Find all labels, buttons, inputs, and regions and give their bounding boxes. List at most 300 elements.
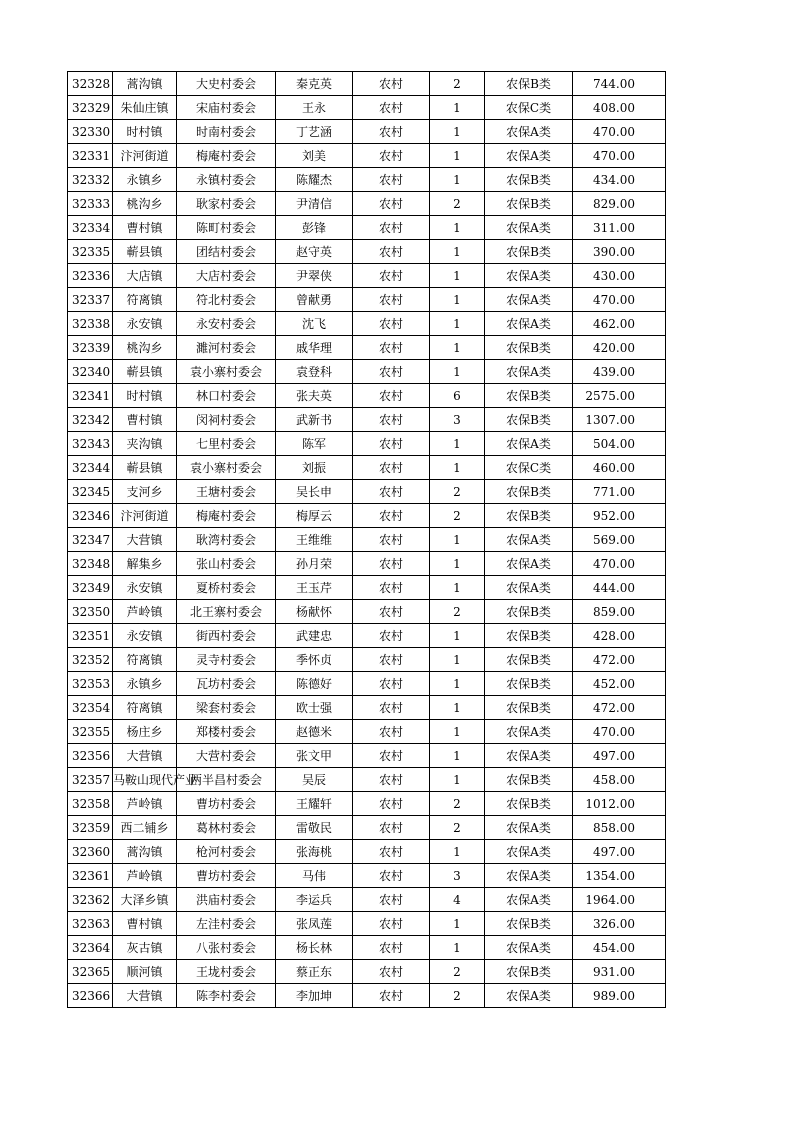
amount-cell: 989.00 <box>573 984 666 1008</box>
row-id-cell: 32341 <box>68 384 113 408</box>
amount-cell: 859.00 <box>573 600 666 624</box>
village-cell: 曹坊村委会 <box>177 864 276 888</box>
household-count-cell: 1 <box>430 168 485 192</box>
village-cell: 闵祠村委会 <box>177 408 276 432</box>
town-cell: 朱仙庄镇 <box>113 96 177 120</box>
name-cell: 王永 <box>276 96 353 120</box>
town-cell: 桃沟乡 <box>113 336 177 360</box>
residence-type-cell: 农村 <box>353 96 430 120</box>
table-row <box>68 384 666 408</box>
household-count-cell: 1 <box>430 912 485 936</box>
town-cell: 时村镇 <box>113 384 177 408</box>
table-body <box>68 72 666 1008</box>
amount-cell: 470.00 <box>573 144 666 168</box>
table-row <box>68 696 666 720</box>
village-cell: 林口村委会 <box>177 384 276 408</box>
amount-cell: 470.00 <box>573 552 666 576</box>
residence-type-cell: 农村 <box>353 264 430 288</box>
row-id-cell: 32364 <box>68 936 113 960</box>
name-cell: 王维维 <box>276 528 353 552</box>
residence-type-cell: 农村 <box>353 480 430 504</box>
insurance-category-cell: 农保A类 <box>485 264 573 288</box>
table-row <box>68 888 666 912</box>
insurance-category-cell: 农保A类 <box>485 432 573 456</box>
amount-cell: 472.00 <box>573 696 666 720</box>
household-count-cell: 1 <box>430 336 485 360</box>
table-row <box>68 984 666 1008</box>
town-cell: 芦岭镇 <box>113 792 177 816</box>
town-cell: 永镇乡 <box>113 672 177 696</box>
row-id-cell: 32348 <box>68 552 113 576</box>
town-cell: 大营镇 <box>113 744 177 768</box>
village-cell: 永镇村委会 <box>177 168 276 192</box>
name-cell: 赵德米 <box>276 720 353 744</box>
residence-type-cell: 农村 <box>353 792 430 816</box>
name-cell: 刘振 <box>276 456 353 480</box>
row-id-cell: 32361 <box>68 864 113 888</box>
village-cell: 陈李村委会 <box>177 984 276 1008</box>
amount-cell: 452.00 <box>573 672 666 696</box>
amount-cell: 439.00 <box>573 360 666 384</box>
residence-type-cell: 农村 <box>353 960 430 984</box>
row-id-cell: 32337 <box>68 288 113 312</box>
name-cell: 尹翠侠 <box>276 264 353 288</box>
insurance-category-cell: 农保B类 <box>485 648 573 672</box>
table-row <box>68 864 666 888</box>
insurance-category-cell: 农保B类 <box>485 672 573 696</box>
insurance-category-cell: 农保A类 <box>485 984 573 1008</box>
row-id-cell: 32351 <box>68 624 113 648</box>
amount-cell: 434.00 <box>573 168 666 192</box>
name-cell: 彭锋 <box>276 216 353 240</box>
town-cell: 马鞍山现代产业 <box>113 768 177 792</box>
insurance-category-cell: 农保B类 <box>485 504 573 528</box>
name-cell: 杨献怀 <box>276 600 353 624</box>
table-row <box>68 576 666 600</box>
household-count-cell: 2 <box>430 504 485 528</box>
amount-cell: 458.00 <box>573 768 666 792</box>
village-cell: 袁小寨村委会 <box>177 456 276 480</box>
village-cell: 宋庙村委会 <box>177 96 276 120</box>
row-id-cell: 32343 <box>68 432 113 456</box>
insurance-category-cell: 农保B类 <box>485 192 573 216</box>
name-cell: 李运兵 <box>276 888 353 912</box>
household-count-cell: 6 <box>430 384 485 408</box>
insurance-category-cell: 农保A类 <box>485 840 573 864</box>
row-id-cell: 32356 <box>68 744 113 768</box>
household-count-cell: 2 <box>430 480 485 504</box>
amount-cell: 497.00 <box>573 840 666 864</box>
village-cell: 瓦坊村委会 <box>177 672 276 696</box>
residence-type-cell: 农村 <box>353 864 430 888</box>
insurance-category-cell: 农保A类 <box>485 936 573 960</box>
amount-cell: 497.00 <box>573 744 666 768</box>
row-id-cell: 32360 <box>68 840 113 864</box>
residence-type-cell: 农村 <box>353 984 430 1008</box>
insurance-category-cell: 农保C类 <box>485 456 573 480</box>
town-cell: 杨庄乡 <box>113 720 177 744</box>
household-count-cell: 1 <box>430 720 485 744</box>
town-cell: 永安镇 <box>113 624 177 648</box>
town-cell: 西二铺乡 <box>113 816 177 840</box>
name-cell: 张海桃 <box>276 840 353 864</box>
name-cell: 陈军 <box>276 432 353 456</box>
village-cell: 袁小寨村委会 <box>177 360 276 384</box>
village-cell: 北王寨村委会 <box>177 600 276 624</box>
row-id-cell: 32346 <box>68 504 113 528</box>
town-cell: 大店镇 <box>113 264 177 288</box>
household-count-cell: 1 <box>430 672 485 696</box>
residence-type-cell: 农村 <box>353 768 430 792</box>
amount-cell: 462.00 <box>573 312 666 336</box>
village-cell: 时南村委会 <box>177 120 276 144</box>
residence-type-cell: 农村 <box>353 672 430 696</box>
row-id-cell: 32359 <box>68 816 113 840</box>
row-id-cell: 32342 <box>68 408 113 432</box>
data-table <box>67 71 666 1008</box>
residence-type-cell: 农村 <box>353 312 430 336</box>
row-id-cell: 32366 <box>68 984 113 1008</box>
insurance-category-cell: 农保B类 <box>485 792 573 816</box>
row-id-cell: 32332 <box>68 168 113 192</box>
row-id-cell: 32330 <box>68 120 113 144</box>
table-row <box>68 648 666 672</box>
town-cell: 蕲县镇 <box>113 456 177 480</box>
name-cell: 陈德好 <box>276 672 353 696</box>
town-cell: 曹村镇 <box>113 216 177 240</box>
row-id-cell: 32352 <box>68 648 113 672</box>
household-count-cell: 1 <box>430 96 485 120</box>
row-id-cell: 32353 <box>68 672 113 696</box>
residence-type-cell: 农村 <box>353 336 430 360</box>
village-cell: 枪河村委会 <box>177 840 276 864</box>
residence-type-cell: 农村 <box>353 288 430 312</box>
village-cell: 夏桥村委会 <box>177 576 276 600</box>
name-cell: 王玉芹 <box>276 576 353 600</box>
amount-cell: 470.00 <box>573 120 666 144</box>
name-cell: 袁登科 <box>276 360 353 384</box>
row-id-cell: 32338 <box>68 312 113 336</box>
table-row <box>68 624 666 648</box>
insurance-category-cell: 农保B类 <box>485 768 573 792</box>
town-cell: 符离镇 <box>113 648 177 672</box>
household-count-cell: 1 <box>430 288 485 312</box>
village-cell: 七里村委会 <box>177 432 276 456</box>
table-row <box>68 840 666 864</box>
household-count-cell: 1 <box>430 456 485 480</box>
table-row <box>68 144 666 168</box>
village-cell: 大史村委会 <box>177 72 276 96</box>
table-row <box>68 600 666 624</box>
town-cell: 解集乡 <box>113 552 177 576</box>
table-row <box>68 672 666 696</box>
insurance-category-cell: 农保B类 <box>485 72 573 96</box>
amount-cell: 504.00 <box>573 432 666 456</box>
town-cell: 大营镇 <box>113 984 177 1008</box>
insurance-category-cell: 农保B类 <box>485 168 573 192</box>
town-cell: 符离镇 <box>113 288 177 312</box>
row-id-cell: 32362 <box>68 888 113 912</box>
insurance-category-cell: 农保A类 <box>485 144 573 168</box>
town-cell: 蕲县镇 <box>113 240 177 264</box>
residence-type-cell: 农村 <box>353 648 430 672</box>
household-count-cell: 1 <box>430 432 485 456</box>
name-cell: 秦克英 <box>276 72 353 96</box>
insurance-category-cell: 农保A类 <box>485 360 573 384</box>
table-row <box>68 96 666 120</box>
household-count-cell: 1 <box>430 144 485 168</box>
table-row <box>68 768 666 792</box>
amount-cell: 858.00 <box>573 816 666 840</box>
amount-cell: 408.00 <box>573 96 666 120</box>
row-id-cell: 32329 <box>68 96 113 120</box>
village-cell: 梅庵村委会 <box>177 144 276 168</box>
residence-type-cell: 农村 <box>353 408 430 432</box>
name-cell: 李加坤 <box>276 984 353 1008</box>
household-count-cell: 2 <box>430 600 485 624</box>
name-cell: 张凤莲 <box>276 912 353 936</box>
name-cell: 曾献勇 <box>276 288 353 312</box>
name-cell: 杨长林 <box>276 936 353 960</box>
table-row <box>68 816 666 840</box>
town-cell: 顺河镇 <box>113 960 177 984</box>
row-id-cell: 32355 <box>68 720 113 744</box>
table-row <box>68 120 666 144</box>
row-id-cell: 32349 <box>68 576 113 600</box>
household-count-cell: 1 <box>430 528 485 552</box>
amount-cell: 326.00 <box>573 912 666 936</box>
amount-cell: 744.00 <box>573 72 666 96</box>
household-count-cell: 1 <box>430 264 485 288</box>
household-count-cell: 3 <box>430 408 485 432</box>
residence-type-cell: 农村 <box>353 624 430 648</box>
insurance-category-cell: 农保B类 <box>485 336 573 360</box>
town-cell: 汴河街道 <box>113 144 177 168</box>
insurance-category-cell: 农保B类 <box>485 480 573 504</box>
residence-type-cell: 农村 <box>353 936 430 960</box>
name-cell: 季怀贞 <box>276 648 353 672</box>
row-id-cell: 32333 <box>68 192 113 216</box>
table-row <box>68 192 666 216</box>
table-row <box>68 264 666 288</box>
amount-cell: 428.00 <box>573 624 666 648</box>
amount-cell: 771.00 <box>573 480 666 504</box>
village-cell: 郑楼村委会 <box>177 720 276 744</box>
residence-type-cell: 农村 <box>353 552 430 576</box>
residence-type-cell: 农村 <box>353 576 430 600</box>
residence-type-cell: 农村 <box>353 144 430 168</box>
amount-cell: 1012.00 <box>573 792 666 816</box>
town-cell: 时村镇 <box>113 120 177 144</box>
insurance-category-cell: 农保A类 <box>485 816 573 840</box>
row-id-cell: 32354 <box>68 696 113 720</box>
village-cell: 大营村委会 <box>177 744 276 768</box>
village-cell: 永安村委会 <box>177 312 276 336</box>
residence-type-cell: 农村 <box>353 528 430 552</box>
table-row <box>68 216 666 240</box>
table-row <box>68 360 666 384</box>
row-id-cell: 32336 <box>68 264 113 288</box>
amount-cell: 311.00 <box>573 216 666 240</box>
name-cell: 尹清信 <box>276 192 353 216</box>
table-row <box>68 792 666 816</box>
name-cell: 王耀轩 <box>276 792 353 816</box>
table-row <box>68 240 666 264</box>
name-cell: 马伟 <box>276 864 353 888</box>
insurance-category-cell: 农保B类 <box>485 960 573 984</box>
insurance-category-cell: 农保B类 <box>485 408 573 432</box>
row-id-cell: 32347 <box>68 528 113 552</box>
town-cell: 灰古镇 <box>113 936 177 960</box>
name-cell: 张夫英 <box>276 384 353 408</box>
village-cell: 曹坊村委会 <box>177 792 276 816</box>
town-cell: 大营镇 <box>113 528 177 552</box>
insurance-category-cell: 农保A类 <box>485 120 573 144</box>
residence-type-cell: 农村 <box>353 816 430 840</box>
table-row <box>68 288 666 312</box>
household-count-cell: 2 <box>430 192 485 216</box>
row-id-cell: 32340 <box>68 360 113 384</box>
amount-cell: 1354.00 <box>573 864 666 888</box>
table-row <box>68 168 666 192</box>
household-count-cell: 2 <box>430 816 485 840</box>
insurance-category-cell: 农保A类 <box>485 576 573 600</box>
table-row <box>68 432 666 456</box>
name-cell: 欧士强 <box>276 696 353 720</box>
household-count-cell: 1 <box>430 648 485 672</box>
household-count-cell: 1 <box>430 360 485 384</box>
household-count-cell: 1 <box>430 744 485 768</box>
amount-cell: 569.00 <box>573 528 666 552</box>
amount-cell: 931.00 <box>573 960 666 984</box>
insurance-category-cell: 农保A类 <box>485 888 573 912</box>
household-count-cell: 1 <box>430 840 485 864</box>
insurance-category-cell: 农保A类 <box>485 720 573 744</box>
town-cell: 曹村镇 <box>113 408 177 432</box>
name-cell: 梅厚云 <box>276 504 353 528</box>
household-count-cell: 2 <box>430 984 485 1008</box>
name-cell: 赵守英 <box>276 240 353 264</box>
table-row <box>68 504 666 528</box>
table-row <box>68 912 666 936</box>
insurance-category-cell: 农保B类 <box>485 240 573 264</box>
row-id-cell: 32363 <box>68 912 113 936</box>
name-cell: 雷敬民 <box>276 816 353 840</box>
village-cell: 梁套村委会 <box>177 696 276 720</box>
village-cell: 张山村委会 <box>177 552 276 576</box>
residence-type-cell: 农村 <box>353 696 430 720</box>
amount-cell: 430.00 <box>573 264 666 288</box>
town-cell: 蒿沟镇 <box>113 840 177 864</box>
name-cell: 丁艺涵 <box>276 120 353 144</box>
amount-cell: 1964.00 <box>573 888 666 912</box>
table-row <box>68 456 666 480</box>
residence-type-cell: 农村 <box>353 240 430 264</box>
residence-type-cell: 农村 <box>353 912 430 936</box>
row-id-cell: 32339 <box>68 336 113 360</box>
insurance-category-cell: 农保C类 <box>485 96 573 120</box>
town-cell: 夹沟镇 <box>113 432 177 456</box>
town-cell: 芦岭镇 <box>113 600 177 624</box>
table-row <box>68 72 666 96</box>
residence-type-cell: 农村 <box>353 456 430 480</box>
name-cell: 武建忠 <box>276 624 353 648</box>
row-id-cell: 32345 <box>68 480 113 504</box>
village-cell: 濉河村委会 <box>177 336 276 360</box>
household-count-cell: 1 <box>430 576 485 600</box>
town-cell: 永安镇 <box>113 576 177 600</box>
residence-type-cell: 农村 <box>353 168 430 192</box>
household-count-cell: 1 <box>430 312 485 336</box>
residence-type-cell: 农村 <box>353 888 430 912</box>
village-cell: 耿湾村委会 <box>177 528 276 552</box>
residence-type-cell: 农村 <box>353 720 430 744</box>
village-cell: 葛林村委会 <box>177 816 276 840</box>
insurance-category-cell: 农保A类 <box>485 216 573 240</box>
residence-type-cell: 农村 <box>353 384 430 408</box>
table-row <box>68 744 666 768</box>
insurance-category-cell: 农保A类 <box>485 528 573 552</box>
household-count-cell: 3 <box>430 864 485 888</box>
amount-cell: 420.00 <box>573 336 666 360</box>
village-cell: 大店村委会 <box>177 264 276 288</box>
household-count-cell: 2 <box>430 960 485 984</box>
name-cell: 陈耀杰 <box>276 168 353 192</box>
household-count-cell: 2 <box>430 792 485 816</box>
town-cell: 大泽乡镇 <box>113 888 177 912</box>
row-id-cell: 32328 <box>68 72 113 96</box>
residence-type-cell: 农村 <box>353 360 430 384</box>
amount-cell: 444.00 <box>573 576 666 600</box>
row-id-cell: 32344 <box>68 456 113 480</box>
town-cell: 永镇乡 <box>113 168 177 192</box>
insurance-category-cell: 农保B类 <box>485 384 573 408</box>
amount-cell: 470.00 <box>573 720 666 744</box>
residence-type-cell: 农村 <box>353 432 430 456</box>
residence-type-cell: 农村 <box>353 600 430 624</box>
name-cell: 吴长申 <box>276 480 353 504</box>
village-cell: 团结村委会 <box>177 240 276 264</box>
name-cell: 蔡正东 <box>276 960 353 984</box>
insurance-category-cell: 农保B类 <box>485 600 573 624</box>
insurance-category-cell: 农保A类 <box>485 552 573 576</box>
village-cell: 两半昌村委会 <box>177 768 276 792</box>
town-cell: 蒿沟镇 <box>113 72 177 96</box>
town-cell: 支河乡 <box>113 480 177 504</box>
amount-cell: 390.00 <box>573 240 666 264</box>
village-cell: 洪庙村委会 <box>177 888 276 912</box>
town-cell: 汴河街道 <box>113 504 177 528</box>
amount-cell: 460.00 <box>573 456 666 480</box>
household-count-cell: 1 <box>430 768 485 792</box>
amount-cell: 1307.00 <box>573 408 666 432</box>
row-id-cell: 32357 <box>68 768 113 792</box>
name-cell: 吴辰 <box>276 768 353 792</box>
insurance-category-cell: 农保B类 <box>485 912 573 936</box>
name-cell: 刘美 <box>276 144 353 168</box>
village-cell: 王垅村委会 <box>177 960 276 984</box>
residence-type-cell: 农村 <box>353 216 430 240</box>
table-row <box>68 408 666 432</box>
household-count-cell: 1 <box>430 240 485 264</box>
row-id-cell: 32335 <box>68 240 113 264</box>
residence-type-cell: 农村 <box>353 72 430 96</box>
residence-type-cell: 农村 <box>353 744 430 768</box>
table-row <box>68 528 666 552</box>
table-row <box>68 936 666 960</box>
name-cell: 武新书 <box>276 408 353 432</box>
insurance-category-cell: 农保A类 <box>485 312 573 336</box>
